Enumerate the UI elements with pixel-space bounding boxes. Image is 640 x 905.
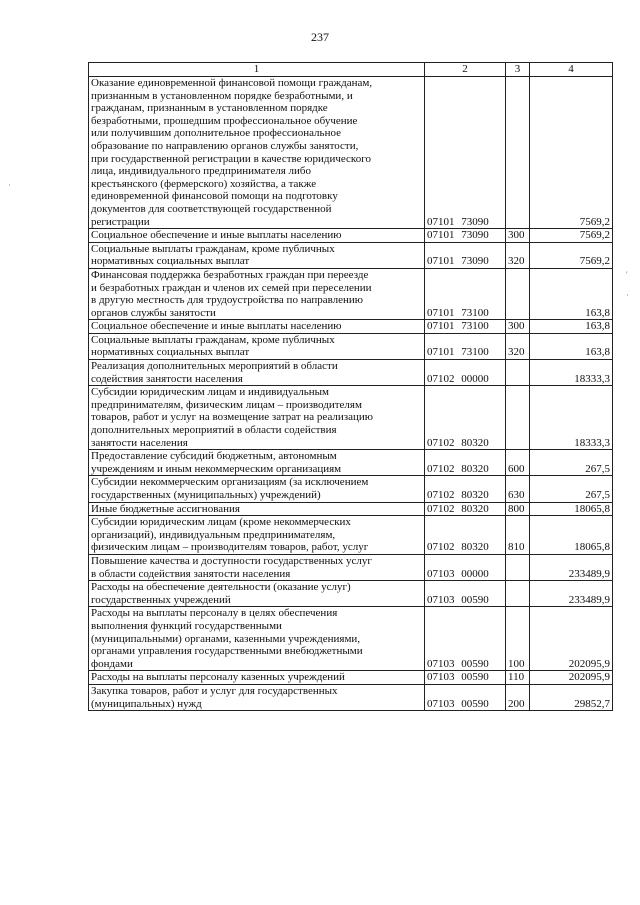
table-row <box>89 554 613 580</box>
cell-amount: 18333,3 <box>530 360 613 386</box>
cell-name: Оказание единовременной финансовой помощи гражданам, признанным в установленном порядке безработными, и гражданам, признанным в установленном порядке безработными, прошедшим профессиональное обучение или получившим дополнительное профессиональное образование по направлению органов службы занятости, при государственной регистрации в качестве юридического лица, индивидуального предпринимателя либо крестьянского (фермерского) хозяйства, а также единовременной финансовой помощи на подготовку документов для соответствующей государственной регистрации <box>89 77 425 229</box>
column-header: 1 <box>89 63 425 77</box>
cell-code: 07102 80320 <box>425 516 506 555</box>
cell-name: Социальные выплаты гражданам, кроме публичных нормативных социальных выплат <box>89 333 425 359</box>
cell-name: Социальное обеспечение и иные выплаты населению <box>89 229 425 243</box>
page-number: 237 <box>311 30 329 44</box>
cell-name: Расходы на выплаты персоналу казенных учреждений <box>89 671 425 685</box>
cell-code: 07103 00590 <box>425 671 506 685</box>
table-row <box>89 268 613 319</box>
cell-amount: 267,5 <box>530 450 613 476</box>
cell-name: Предоставление субсидий бюджетным, автономным учреждениям и иным некоммерческим организациям <box>89 450 425 476</box>
table-row <box>89 333 613 359</box>
cell-name: Финансовая поддержка безработных граждан при переезде и безработных граждан и членов их семей при переселении в другую местность для трудоустройства по направлению органов службы занятости <box>89 268 425 319</box>
cell-name: Расходы на выплаты персоналу в целях обеспечения выполнения функций государственными (муниципальными) органами, казенными учреждениями, органами управления государственными внебюджетными фондами <box>89 607 425 671</box>
scan-artifact: ' <box>626 270 628 280</box>
cell-amount: 18333,3 <box>530 386 613 450</box>
cell-name: Расходы на обеспечение деятельности (оказание услуг) государственных учреждений <box>89 581 425 607</box>
cell-code: 07101 73100 <box>425 268 506 319</box>
cell-amount: 163,8 <box>530 333 613 359</box>
cell-code: 07102 00000 <box>425 360 506 386</box>
table-row <box>89 502 613 516</box>
cell-type: 300 <box>506 320 530 334</box>
scan-artifact: · <box>8 180 11 190</box>
cell-amount: 29852,7 <box>530 684 613 710</box>
table-row <box>89 684 613 710</box>
cell-amount: 233489,9 <box>530 581 613 607</box>
table-row <box>89 671 613 685</box>
cell-code: 07101 73100 <box>425 320 506 334</box>
cell-amount: 18065,8 <box>530 516 613 555</box>
cell-code: 07101 73090 <box>425 229 506 243</box>
cell-name: Закупка товаров, работ и услуг для государственных (муниципальных) нужд <box>89 684 425 710</box>
cell-type: 800 <box>506 502 530 516</box>
cell-amount: 163,8 <box>530 268 613 319</box>
cell-code: 07102 80320 <box>425 476 506 502</box>
cell-type: 600 <box>506 450 530 476</box>
cell-amount: 202095,9 <box>530 671 613 685</box>
table-row <box>89 607 613 671</box>
cell-code: 07101 73100 <box>425 333 506 359</box>
cell-type <box>506 581 530 607</box>
table-row <box>89 581 613 607</box>
cell-name: Социальное обеспечение и иные выплаты населению <box>89 320 425 334</box>
cell-type: 320 <box>506 333 530 359</box>
cell-code: 07101 73090 <box>425 242 506 268</box>
cell-type: 630 <box>506 476 530 502</box>
cell-name: Социальные выплаты гражданам, кроме публичных нормативных социальных выплат <box>89 242 425 268</box>
cell-name: Субсидии юридическим лицам и индивидуальным предпринимателям, физическим лицам – производителям товаров, работ и услуг на возмещение затрат на реализацию дополнительных мероприятий в области содействия занятости населения <box>89 386 425 450</box>
cell-type: 810 <box>506 516 530 555</box>
cell-type: 200 <box>506 684 530 710</box>
cell-type: 300 <box>506 229 530 243</box>
budget-table <box>88 62 613 711</box>
cell-name: Субсидии некоммерческим организациям (за исключением государственных (муниципальных) учреждений) <box>89 476 425 502</box>
table-row <box>89 320 613 334</box>
column-header: 2 <box>425 63 506 77</box>
cell-type <box>506 386 530 450</box>
cell-amount: 7569,2 <box>530 242 613 268</box>
cell-code: 07103 00590 <box>425 607 506 671</box>
cell-type: 320 <box>506 242 530 268</box>
table-row <box>89 229 613 243</box>
table-row <box>89 476 613 502</box>
cell-code: 07102 80320 <box>425 450 506 476</box>
cell-code: 07103 00000 <box>425 554 506 580</box>
cell-amount: 7569,2 <box>530 229 613 243</box>
column-header: 3 <box>506 63 530 77</box>
cell-code: 07101 73090 <box>425 77 506 229</box>
cell-type <box>506 77 530 229</box>
cell-name: Реализация дополнительных мероприятий в области содействия занятости населения <box>89 360 425 386</box>
cell-code: 07103 00590 <box>425 684 506 710</box>
cell-code: 07102 80320 <box>425 386 506 450</box>
cell-code: 07103 00590 <box>425 581 506 607</box>
cell-name: Иные бюджетные ассигнования <box>89 502 425 516</box>
table-row <box>89 242 613 268</box>
cell-amount: 233489,9 <box>530 554 613 580</box>
cell-amount: 202095,9 <box>530 607 613 671</box>
cell-amount: 267,5 <box>530 476 613 502</box>
cell-name: Субсидии юридическим лицам (кроме некоммерческих организаций), индивидуальным предпринимателям, физическим лицам – производителям товаров, работ, услуг <box>89 516 425 555</box>
cell-type <box>506 554 530 580</box>
table-header-row <box>89 63 613 77</box>
cell-type <box>506 360 530 386</box>
table-row <box>89 360 613 386</box>
table-row <box>89 516 613 555</box>
table-row <box>89 386 613 450</box>
cell-type: 100 <box>506 607 530 671</box>
cell-type <box>506 268 530 319</box>
column-header: 4 <box>530 63 613 77</box>
table-row <box>89 77 613 229</box>
cell-amount: 163,8 <box>530 320 613 334</box>
cell-type: 110 <box>506 671 530 685</box>
cell-amount: 18065,8 <box>530 502 613 516</box>
cell-code: 07102 80320 <box>425 502 506 516</box>
table-row <box>89 450 613 476</box>
scan-artifact: · <box>626 290 629 300</box>
cell-name: Повышение качества и доступности государственных услуг в области содействия занятости населения <box>89 554 425 580</box>
cell-amount: 7569,2 <box>530 77 613 229</box>
